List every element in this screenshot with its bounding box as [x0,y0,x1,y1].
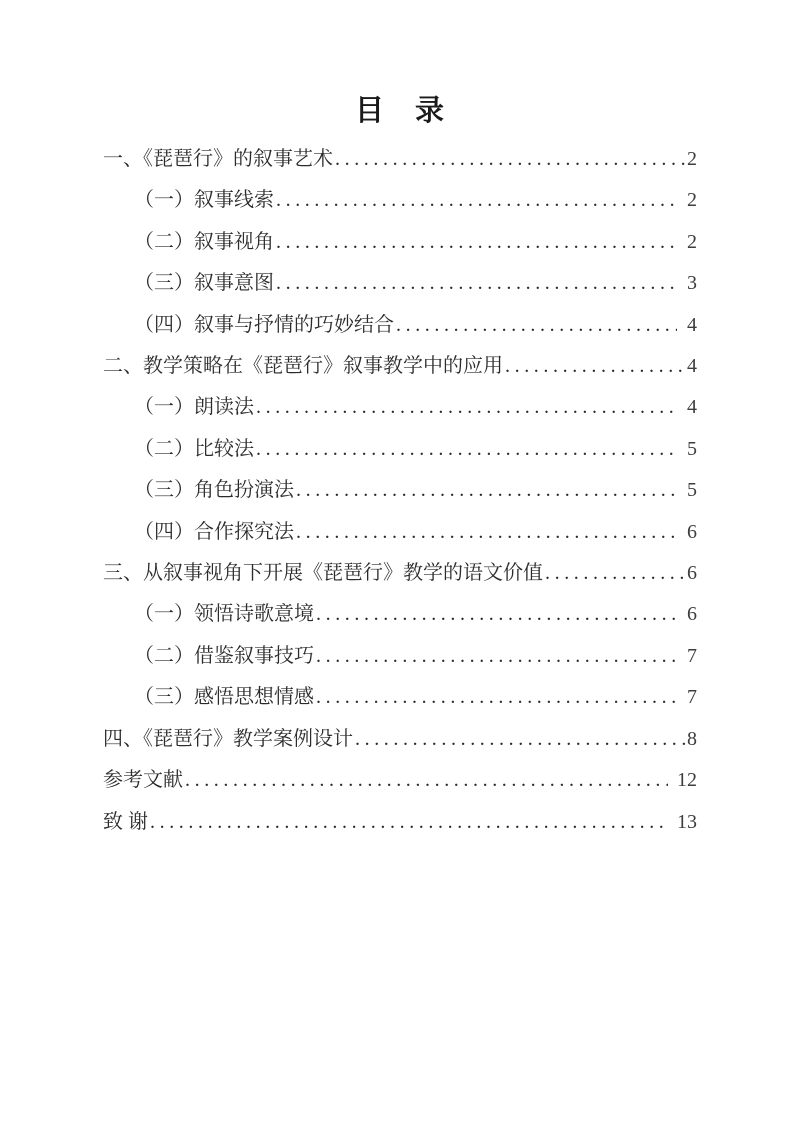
dot-leader [150,802,668,843]
toc-entry[interactable] [103,222,697,263]
toc-page-number: 3 [687,272,697,295]
dot-leader [276,263,677,304]
dot-leader [185,760,668,801]
toc-page-number: 7 [687,686,697,709]
toc-entry-label: （一）叙事线索 [134,189,274,212]
toc-entry[interactable] [103,512,697,553]
toc-entry-label: （一）朗读法 [134,396,254,419]
toc-entry-label: （四）合作探究法 [134,520,294,543]
toc-entry[interactable] [103,139,697,180]
dot-leader [296,512,677,553]
toc-page-number: 8 [687,727,697,750]
toc-entry[interactable] [103,802,697,843]
toc-entry-label: 致 谢 [103,810,148,833]
toc-entry[interactable] [103,677,697,718]
toc-list [103,139,697,843]
toc-page-number: 2 [687,230,697,253]
toc-entry-label: （三）叙事意图 [134,272,274,295]
toc-page-number: 7 [687,644,697,667]
toc-entry[interactable] [103,346,697,387]
toc-page-number: 4 [687,355,697,378]
toc-entry[interactable] [103,553,697,594]
dot-leader [296,470,677,511]
toc-entry-label: （二）比较法 [134,437,254,460]
toc-entry-label: （三）感悟思想情感 [134,686,314,709]
toc-entry[interactable] [103,594,697,635]
page-title: 目 录 [354,95,445,127]
toc-page-number: 13 [677,810,697,833]
toc-entry[interactable] [103,470,697,511]
toc-entry-label: 三、从叙事视角下开展《琵琶行》教学的语文价值 [103,562,543,585]
toc-entry-label: （四）叙事与抒情的巧妙结合 [134,313,394,336]
dot-leader [256,429,677,470]
toc-entry[interactable] [103,636,697,677]
dot-leader [316,677,677,718]
toc-page-number: 2 [687,148,697,170]
toc-content [103,0,697,843]
dot-leader [355,719,686,760]
toc-entry[interactable] [103,305,697,346]
toc-entry[interactable] [103,760,697,801]
toc-entry[interactable] [103,387,697,428]
dot-leader [276,222,677,263]
toc-entry-label: 四、《琵琶行》教学案例设计 [103,727,353,750]
toc-page-number: 6 [687,520,697,543]
toc-entry-label: （三）角色扮演法 [134,479,294,502]
toc-page-number: 12 [677,769,697,792]
toc-page-number: 2 [687,189,697,212]
toc-page-number: 6 [687,603,697,626]
dot-leader [316,594,677,635]
dot-leader [256,387,677,428]
dot-leader [505,346,686,387]
toc-entry-label: （一）领悟诗歌意境 [134,603,314,626]
dot-leader [396,305,677,346]
toc-page-number: 4 [687,313,697,336]
toc-entry-label: 参考文献 [103,769,183,792]
toc-entry[interactable] [103,263,697,304]
toc-page-number: 4 [687,396,697,419]
toc-page-number: 5 [687,437,697,460]
toc-page-number: 6 [687,562,697,585]
toc-entry-label: （二）叙事视角 [134,230,274,253]
toc-entry[interactable] [103,719,697,760]
toc-entry[interactable] [103,429,697,470]
toc-entry-label: 一、《琵琶行》的叙事艺术 [103,148,333,170]
dot-leader [276,180,677,221]
dot-leader [545,553,686,594]
toc-entry[interactable] [103,180,697,221]
dot-leader [316,636,677,677]
toc-entry-label: 二、教学策略在《琵琶行》叙事教学中的应用 [103,355,503,378]
dot-leader [335,139,686,180]
toc-entry-label: （二）借鉴叙事技巧 [134,644,314,667]
toc-page-number: 5 [687,479,697,502]
